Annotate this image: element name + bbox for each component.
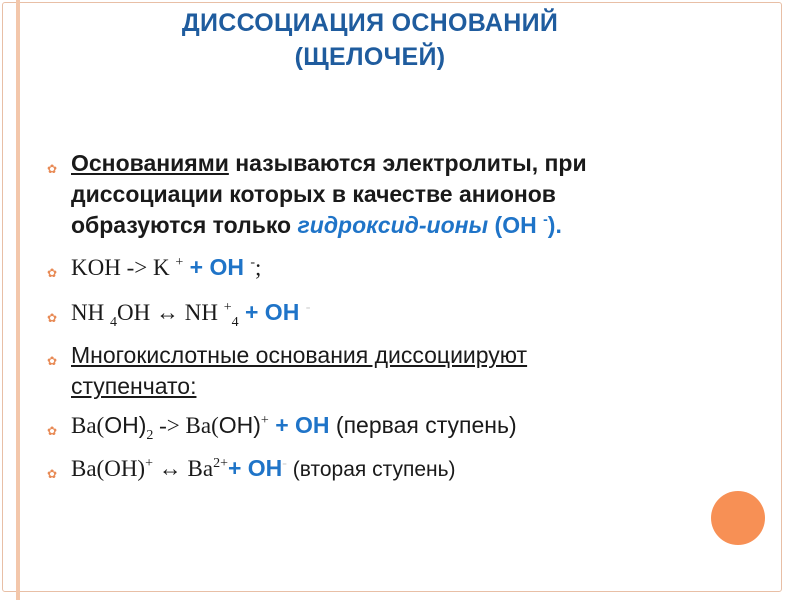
equation-baoh2-step1: ✿ $Ba(OH)_2 -> Ba(OH)^+$ + OH (первая ступень) [47,410,647,445]
bullet-icon: ✿ [47,424,58,438]
decorative-circle [711,491,765,545]
equation-baoh-step2: ✿ Ba(OH)+ ↔ $Ba^{2+}+ OH^-$ (вторая ступень) [47,453,647,488]
bullet-icon: ✿ [47,467,58,481]
bullet-icon: ✿ [47,311,58,325]
bullet-icon: ✿ [47,162,58,176]
slide-content [47,148,647,488]
bullet-icon: ✿ [47,266,58,280]
hydroxide-ions: гидроксид-ионы [297,212,489,238]
bullet-icon: ✿ [47,354,58,368]
title-line-2: (ЩЕЛОЧЕЙ) [294,43,446,71]
equation-nh4oh: ✿ NH $_4$OH ↔ NH +$_4$ + OH - [47,297,647,332]
term: Основаниями [71,150,229,176]
slide-title [100,6,640,74]
decorative-line [16,0,20,600]
title-line-1: ДИССОЦИАЦИЯ ОСНОВАНИЙ [181,9,559,37]
definition-paragraph: ✿ Основаниями называются электролиты, при диссоциации которых в качестве анионов образуются только гидроксид-ионы (OH -). [47,150,587,238]
stepwise-paragraph: ✿ Многокислотные основания диссоциируют ступенчато: [47,342,528,399]
equation-koh: ✿ KOH -> K + + OH -; [47,252,647,287]
